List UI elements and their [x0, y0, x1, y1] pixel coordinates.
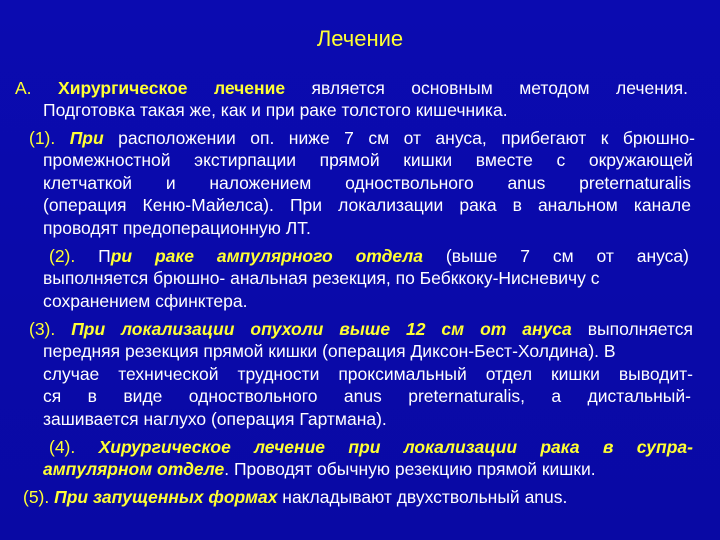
item-3-text-3: случае технической трудности проксимальный отдел кишки выводит-	[43, 364, 693, 384]
item-1-line-4	[43, 194, 691, 216]
item-1-text-1: расположении оп. ниже 7 см от ануса, прибегают к брюшно-	[118, 128, 695, 148]
item-1-line-5	[43, 217, 311, 239]
item-4-marker: (4).	[49, 437, 76, 457]
item-a-text-2: Подготовка такая же, как и при раке толстого кишечника.	[43, 100, 508, 120]
item-1-marker: (1).	[29, 128, 56, 148]
item-1-text-3: клетчаткой и наложением одноствольного anus preternaturalis	[43, 173, 691, 193]
item-3-line-4	[43, 385, 691, 407]
item-2-line-1	[49, 245, 689, 267]
item-1-text-2: промежностной экстирпации прямой кишки вместе с окружающей	[43, 150, 693, 170]
item-2-text-2: выполняется брюшно- анальная резекция, по Бебккоку-Нисневичу с	[43, 268, 600, 288]
item-a-marker: А.	[15, 78, 32, 98]
item-1-lead: При	[69, 128, 104, 148]
slide-title: Лечение	[316, 26, 404, 51]
item-4-lead: Хирургическое лечение при локализации рака в супра-	[98, 437, 693, 457]
item-3-line-2	[43, 340, 616, 362]
item-a-line-2	[43, 99, 508, 121]
item-1-line-3	[43, 172, 691, 194]
item-1-text-4: (операция Кеню-Майелса). При локализации рака в анальном канале	[43, 195, 691, 215]
item-2-text-1: (выше 7 см от ануса)	[423, 246, 689, 266]
item-2-lead-prefix: П	[98, 246, 111, 266]
item-2-line-2	[43, 267, 600, 289]
item-3-line-1	[29, 318, 693, 340]
item-5-line-1	[23, 486, 567, 508]
item-2-lead: ри раке ампулярного отдела	[110, 246, 423, 266]
item-3-marker: (3).	[29, 319, 56, 339]
item-a-lead: Хирургическое лечение	[58, 78, 286, 98]
item-4-text-1: . Проводят обычную резекцию прямой кишки.	[224, 459, 596, 479]
item-3-text-1: выполняется	[571, 319, 693, 339]
item-5-text-1: накладывают двухствольный anus.	[277, 487, 568, 507]
item-3-text-2: передняя резекция прямой кишки (операция Диксон-Бест-Холдина). В	[43, 341, 616, 361]
item-2-text-3: сохранением сфинктера.	[43, 291, 248, 311]
item-4-line-2	[43, 458, 596, 480]
item-1-text-5: проводят предоперационную ЛТ.	[43, 218, 311, 238]
item-a-text-1: является основным методом лечения.	[285, 78, 688, 98]
item-1-line-2	[43, 149, 693, 171]
item-3-text-4: ся в виде одноствольного anus preternaturalis, а дистальный-	[43, 386, 691, 406]
item-1-line-1	[29, 127, 695, 149]
item-3-lead: При локализации опухоли выше 12 см от ануса	[71, 319, 572, 339]
item-2-marker: (2).	[49, 246, 76, 266]
item-2-line-3	[43, 290, 247, 312]
item-4-lead-2: ампулярном отделе	[43, 459, 225, 479]
item-5-marker: (5).	[23, 487, 50, 507]
item-3-text-5: зашивается наглухо (операция Гартмана).	[43, 409, 387, 429]
item-3-line-3	[43, 363, 693, 385]
item-4-line-1	[49, 436, 693, 458]
item-5-lead: При запущенных формах	[54, 487, 278, 507]
item-3-line-5	[43, 408, 387, 430]
item-a-line-1	[15, 77, 688, 99]
